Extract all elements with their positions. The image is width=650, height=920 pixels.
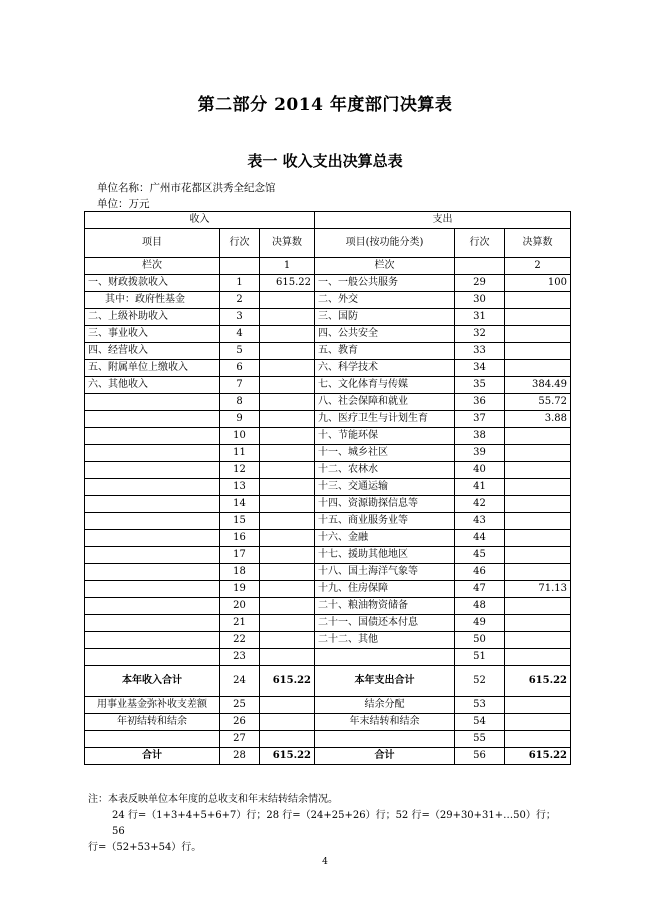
cell-in-amt [260, 428, 315, 445]
cell-ex-amt [505, 731, 571, 748]
cell-ex-item: 九、医疗卫生与计划生育 [315, 411, 455, 428]
cell-ex-no: 53 [455, 697, 505, 714]
cell-ex-no: 35 [455, 377, 505, 394]
cell-in-item [85, 731, 220, 748]
table-row [85, 632, 571, 649]
col-amount: 决算数 [260, 229, 315, 258]
cell-ex-amt [505, 309, 571, 326]
cell-ex-amt [505, 360, 571, 377]
cell-ex-amt [505, 513, 571, 530]
cell-ex-no: 29 [455, 275, 505, 292]
cell-in-item [85, 445, 220, 462]
unit-name: 单位名称：广州市花都区洪秀全纪念馆 [97, 182, 276, 194]
table-row [85, 445, 571, 462]
cell-ex-amt [505, 479, 571, 496]
cell-in-item: 年初结转和结余 [85, 714, 220, 731]
cell-ex-no: 43 [455, 513, 505, 530]
cell-in-item: 六、其他收入 [85, 377, 220, 394]
table-row [85, 292, 571, 309]
cell-ex-amt [505, 530, 571, 547]
cell-ex-amt [505, 496, 571, 513]
cell-in-no: 1 [220, 275, 260, 292]
cell-in-item: 其中：政府性基金 [85, 292, 220, 309]
cell-in-amt [260, 309, 315, 326]
cell-ex-no: 54 [455, 714, 505, 731]
cell-ex-no: 38 [455, 428, 505, 445]
cell-ex-no: 30 [455, 292, 505, 309]
cell-in-item [85, 581, 220, 598]
table-row [85, 411, 571, 428]
cell-in-item [85, 462, 220, 479]
table-row [85, 343, 571, 360]
cell-ex-no: 39 [455, 445, 505, 462]
table-row [85, 714, 571, 731]
cell-ex-no: 31 [455, 309, 505, 326]
page-number: 4 [322, 857, 328, 867]
cell-in-no: 7 [220, 377, 260, 394]
notes [88, 792, 568, 856]
cell-in-amt [260, 292, 315, 309]
cell-in-no: 2 [220, 292, 260, 309]
cell-in-no: 20 [220, 598, 260, 615]
cell-ex-item: 一、一般公共服务 [315, 275, 455, 292]
cell-in-amt [260, 496, 315, 513]
cell-in-item [85, 615, 220, 632]
cell-in-amt [260, 479, 315, 496]
cell-in-no: 16 [220, 530, 260, 547]
cell-ex-item: 八、社会保障和就业 [315, 394, 455, 411]
cell-in-amt: 615.22 [260, 275, 315, 292]
table-row [85, 309, 571, 326]
cell-ex-item: 本年支出合计 [315, 666, 455, 697]
table-row [85, 462, 571, 479]
cell-in-no: 19 [220, 581, 260, 598]
cell-ex-amt [505, 343, 571, 360]
cell-in-item [85, 479, 220, 496]
cell-ex-no: 47 [455, 581, 505, 598]
cell-in-amt [260, 394, 315, 411]
cell-ex-item: 四、公共安全 [315, 326, 455, 343]
cell-ex-item: 十六、金融 [315, 530, 455, 547]
cell-in-amt: 615.22 [260, 666, 315, 697]
cell-in-no: 24 [220, 666, 260, 697]
cell-ex-no: 41 [455, 479, 505, 496]
note-line: 24 行=（1+3+4+5+6+7）行；28 行=（24+25+26）行；52 行=（29+30+31+…50）行；56 [112, 810, 556, 837]
cell-in-no: 22 [220, 632, 260, 649]
table-row [85, 649, 571, 666]
cell-ex-no: 44 [455, 530, 505, 547]
cell-in-amt [260, 445, 315, 462]
cell-ex-amt [505, 547, 571, 564]
cell-in-no: 5 [220, 343, 260, 360]
cell-ex-item: 二十、粮油物资储备 [315, 598, 455, 615]
cell-in-item [85, 649, 220, 666]
cell-ex-no: 42 [455, 496, 505, 513]
table-row [85, 615, 571, 632]
table-row [85, 530, 571, 547]
cell-ex-no: 34 [455, 360, 505, 377]
cell-ex-amt [505, 632, 571, 649]
cell-ex-item: 十、节能环保 [315, 428, 455, 445]
grand-total-row [85, 748, 571, 765]
table-title: 表一 收入支出决算总表 [247, 152, 403, 170]
cell-in-amt [260, 360, 315, 377]
col-row-no: 行次 [455, 229, 505, 258]
table-row [85, 377, 571, 394]
cell-ex-item: 合计 [315, 748, 455, 765]
cell-ex-no: 36 [455, 394, 505, 411]
col-amount: 决算数 [505, 229, 571, 258]
cell-in-item: 五、附属单位上缴收入 [85, 360, 220, 377]
cell-ex-amt: 615.22 [505, 748, 571, 765]
cell-ex-amt: 71.13 [505, 581, 571, 598]
cell-ex-item: 六、科学技术 [315, 360, 455, 377]
cell-in-item [85, 564, 220, 581]
cell-ex-item: 五、教育 [315, 343, 455, 360]
budget-table [84, 211, 571, 765]
cell-ex-item: 十二、农林水 [315, 462, 455, 479]
table-row [85, 326, 571, 343]
note-line: 行=（52+53+54）行。 [88, 842, 202, 853]
cell-ex-no: 56 [455, 748, 505, 765]
lanci-income-no: 1 [260, 258, 315, 275]
cell-in-no: 11 [220, 445, 260, 462]
cell-ex-item [315, 731, 455, 748]
cell-ex-no: 46 [455, 564, 505, 581]
table-row [85, 479, 571, 496]
table-row [85, 581, 571, 598]
col-item-func: 项目(按功能分类) [315, 229, 455, 258]
cell-in-no: 8 [220, 394, 260, 411]
expense-header: 支出 [315, 212, 571, 229]
cell-in-item: 四、经营收入 [85, 343, 220, 360]
cell-ex-no: 33 [455, 343, 505, 360]
cell-in-amt [260, 547, 315, 564]
year-total-row [85, 666, 571, 697]
cell-ex-amt [505, 649, 571, 666]
lanci-label: 栏次 [315, 258, 455, 275]
lanci-expense-no: 2 [505, 258, 571, 275]
cell-in-amt [260, 598, 315, 615]
cell-ex-item: 结余分配 [315, 697, 455, 714]
cell-in-no: 10 [220, 428, 260, 445]
cell-ex-no: 52 [455, 666, 505, 697]
cell-ex-amt [505, 615, 571, 632]
cell-ex-item: 十七、援助其他地区 [315, 547, 455, 564]
cell-ex-amt [505, 292, 571, 309]
cell-ex-item: 十四、资源勘探信息等 [315, 496, 455, 513]
note-line: 注：本表反映单位本年度的总收支和年末结转结余情况。 [88, 794, 338, 805]
cell-ex-no: 32 [455, 326, 505, 343]
cell-ex-no: 50 [455, 632, 505, 649]
cell-in-item [85, 530, 220, 547]
cell-in-no: 6 [220, 360, 260, 377]
cell-in-no: 14 [220, 496, 260, 513]
empty-cell [455, 258, 505, 275]
table-row [85, 428, 571, 445]
cell-in-no: 9 [220, 411, 260, 428]
table-row [85, 275, 571, 292]
cell-ex-amt [505, 428, 571, 445]
cell-ex-item: 十九、住房保障 [315, 581, 455, 598]
empty-cell [220, 258, 260, 275]
cell-in-no: 23 [220, 649, 260, 666]
table-row [85, 513, 571, 530]
cell-in-amt: 615.22 [260, 748, 315, 765]
cell-in-no: 21 [220, 615, 260, 632]
cell-ex-item: 十八、国土海洋气象等 [315, 564, 455, 581]
cell-in-no: 28 [220, 748, 260, 765]
cell-ex-amt: 55.72 [505, 394, 571, 411]
cell-in-amt [260, 632, 315, 649]
cell-in-no: 15 [220, 513, 260, 530]
cell-in-item [85, 394, 220, 411]
table-row [85, 547, 571, 564]
cell-in-amt [260, 530, 315, 547]
cell-ex-item: 三、国防 [315, 309, 455, 326]
cell-ex-no: 37 [455, 411, 505, 428]
cell-in-amt [260, 411, 315, 428]
cell-in-item [85, 632, 220, 649]
cell-ex-item: 十三、交通运输 [315, 479, 455, 496]
cell-in-item: 二、上级补助收入 [85, 309, 220, 326]
cell-in-item [85, 598, 220, 615]
cell-in-no: 17 [220, 547, 260, 564]
cell-ex-amt [505, 598, 571, 615]
cell-ex-no: 55 [455, 731, 505, 748]
cell-in-item: 用事业基金弥补收支差额 [85, 697, 220, 714]
cell-in-item: 三、事业收入 [85, 326, 220, 343]
cell-ex-item: 十五、商业服务业等 [315, 513, 455, 530]
cell-ex-amt [505, 326, 571, 343]
cell-ex-item: 年末结转和结余 [315, 714, 455, 731]
cell-in-no: 13 [220, 479, 260, 496]
cell-in-item [85, 547, 220, 564]
cell-in-no: 18 [220, 564, 260, 581]
cell-ex-amt: 384.49 [505, 377, 571, 394]
cell-ex-item: 二、外交 [315, 292, 455, 309]
cell-in-amt [260, 377, 315, 394]
table-row [85, 496, 571, 513]
cell-ex-no: 51 [455, 649, 505, 666]
cell-in-item [85, 428, 220, 445]
cell-in-amt [260, 462, 315, 479]
cell-ex-no: 48 [455, 598, 505, 615]
table-row [85, 697, 571, 714]
cell-ex-no: 45 [455, 547, 505, 564]
cell-ex-amt [505, 445, 571, 462]
cell-in-item [85, 496, 220, 513]
cell-in-item: 一、财政拨款收入 [85, 275, 220, 292]
table-row [85, 394, 571, 411]
cell-in-no: 12 [220, 462, 260, 479]
cell-in-item [85, 513, 220, 530]
cell-ex-item: 十一、城乡社区 [315, 445, 455, 462]
cell-ex-amt: 3.88 [505, 411, 571, 428]
cell-ex-no: 40 [455, 462, 505, 479]
cell-in-amt [260, 714, 315, 731]
cell-in-amt [260, 326, 315, 343]
cell-ex-amt [505, 462, 571, 479]
table-row [85, 598, 571, 615]
cell-in-amt [260, 697, 315, 714]
cell-in-no: 26 [220, 714, 260, 731]
cell-ex-item: 二十二、其他 [315, 632, 455, 649]
cell-in-no: 27 [220, 731, 260, 748]
cell-ex-amt: 100 [505, 275, 571, 292]
table-row [85, 731, 571, 748]
income-header: 收入 [85, 212, 315, 229]
cell-ex-amt: 615.22 [505, 666, 571, 697]
cell-in-amt [260, 615, 315, 632]
cell-in-item: 合计 [85, 748, 220, 765]
cell-in-no: 4 [220, 326, 260, 343]
cell-in-item: 本年收入合计 [85, 666, 220, 697]
cell-ex-item [315, 649, 455, 666]
cell-in-amt [260, 513, 315, 530]
table-row [85, 564, 571, 581]
unit-label: 单位：万元 [97, 198, 150, 210]
table-row [85, 360, 571, 377]
col-item: 项目 [85, 229, 220, 258]
page-title: 第二部分 2014 年度部门决算表 [197, 95, 453, 115]
cell-ex-amt [505, 697, 571, 714]
cell-in-no: 3 [220, 309, 260, 326]
cell-in-amt [260, 731, 315, 748]
lanci-label: 栏次 [85, 258, 220, 275]
cell-in-amt [260, 649, 315, 666]
cell-in-amt [260, 564, 315, 581]
cell-in-amt [260, 343, 315, 360]
cell-ex-item: 二十一、国债还本付息 [315, 615, 455, 632]
cell-ex-item: 七、文化体育与传媒 [315, 377, 455, 394]
cell-ex-amt [505, 714, 571, 731]
cell-in-item [85, 411, 220, 428]
col-row-no: 行次 [220, 229, 260, 258]
cell-ex-no: 49 [455, 615, 505, 632]
cell-in-no: 25 [220, 697, 260, 714]
cell-in-amt [260, 581, 315, 598]
cell-ex-amt [505, 564, 571, 581]
